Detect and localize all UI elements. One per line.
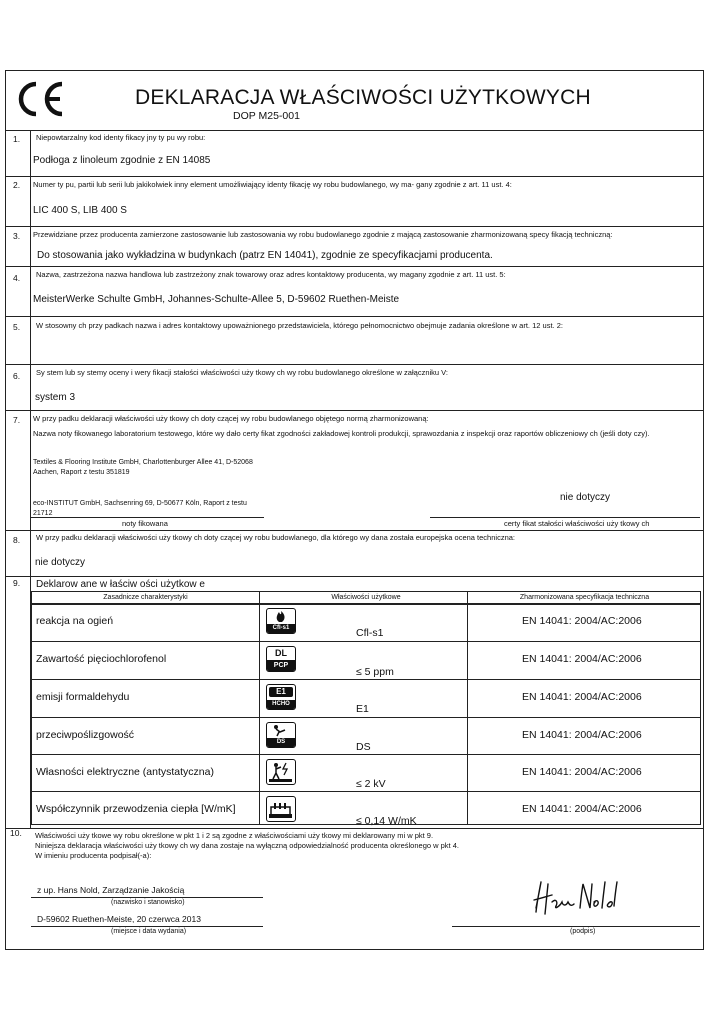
row-divider [31,717,701,718]
place-underline [31,926,263,927]
section-3-number: 3. [13,231,21,241]
section-10-line-2: Niniejsza deklaracja właściwości uży tkowy ch wy dana zostaje na wyłączną odpowiedzialność producenta określonego w pkt 4. [35,841,459,850]
divider [5,266,704,267]
antistatic-icon [266,759,296,785]
row-4-spec: EN 14041: 2004/AC:2006 [522,729,642,741]
section-4-value: MeisterWerke Schulte GmbH, Johannes-Schulte-Allee 5, D-59602 Ruethen-Meiste [33,294,400,305]
section-7-caption-right: certy fikat stałości właściwości uży tkowy ch [504,519,650,528]
col-header-performance: Właściwości użytkowe [331,594,401,601]
section-5-label: W stosowny ch przy padkach nazwa i adres kontaktowy upoważnionego przedstawiciela, którego pełnomocnictwo obejmuje zadania określone w art. 12 ust. 2: [36,321,563,330]
divider [5,410,704,411]
row-6-spec: EN 14041: 2004/AC:2006 [522,803,642,815]
row-3-characteristic: emisji formaldehydu [36,691,130,703]
place-caption: (miejsce i data wydania) [111,928,187,935]
section-2-number: 2. [13,180,21,190]
divider [5,176,704,177]
section-7-right-value: nie dotyczy [560,492,611,503]
row-6-performance: ≤ 0,14 W/mK [356,815,417,827]
row-2-performance: ≤ 5 ppm [356,666,394,678]
dop-number: DOP M25-001 [233,110,300,122]
col-header-characteristic: Zasadnicze charakterystyki [103,594,188,601]
row-divider [31,679,701,680]
col-divider [467,592,468,824]
divider [5,130,704,131]
section-7-lab-1: Textiles & Flooring Institute GmbH, Charlottenburger Allee 41, D-52068 Aachen, Raport z testu 351819 [33,459,253,476]
section-5-number: 5. [13,322,21,332]
section-10-number: 10. [10,828,22,838]
row-5-characteristic: Własności elektryczne (antystatyczna) [36,766,214,778]
row-5-spec: EN 14041: 2004/AC:2006 [522,766,642,778]
section-4-label: Nazwa, zastrzeżona nazwa handlowa lub zastrzeżony znak towarowy oraz adres kontaktowy producenta, wy magany zgodnie z art. 11 ust. 5: [36,270,506,279]
divider [5,576,704,577]
section-7-lab-2: eco-INSTITUT GmbH, Sachsenring 69, D-50677 Köln, Raport z testu 21712 [33,500,247,517]
section-4-number: 4. [13,273,21,283]
section-1-label: Niepowtarzalny kod identy fikacy jny ty pu wy robu: [36,133,206,142]
section-7-label: W przy padku deklaracji właściwości uży tkowy ch doty czącej wy robu budowlanego objętego normą zharmonizowaną: [33,414,429,423]
row-divider [31,603,701,604]
divider [5,226,704,227]
row-1-spec: EN 14041: 2004/AC:2006 [522,615,642,627]
section-8-value: nie dotyczy [35,557,86,568]
section-9-number: 9. [13,578,21,588]
pcp-icon: DL PCP [266,646,296,672]
section-2-label: Numer ty pu, partii lub serii lub jakikolwiek inny element umożliwiający identy fikację wy robu budowlanego, wy ma- gany zgodnie z art. 11 ust. 4: [33,180,512,189]
divider [5,364,704,365]
signer-caption: (nazwisko i stanowisko) [111,899,185,906]
section-1-value: Podłoga z linoleum zgodnie z EN 14085 [33,155,211,166]
section-7-left-underline [31,517,264,518]
fire-icon: Cfl-s1 [266,608,296,634]
heat-icon [266,796,296,822]
row-5-performance: ≤ 2 kV [356,778,386,790]
signature-underline [452,926,700,927]
section-9-label: Deklarow ane w łaściw ości użytkow e [36,579,205,590]
formaldehyde-icon: E1 HCHO [266,684,296,710]
slip-icon: DS [266,722,296,748]
row-6-characteristic: Współczynnik przewodzenia ciepła [W/mK] [36,803,236,815]
row-divider [31,754,701,755]
section-6-number: 6. [13,371,21,381]
row-divider [31,641,701,642]
section-8-label: W przy padku deklaracji właściwości uży tkowy ch doty czącej wy robu budowlanego, dla którego wy dana została europejska ocena techniczna: [36,533,515,542]
row-3-performance: E1 [356,703,369,715]
section-1-number: 1. [13,134,21,144]
row-1-performance: Cfl-s1 [356,627,384,639]
row-3-spec: EN 14041: 2004/AC:2006 [522,691,642,703]
place-date: D-59602 Ruethen-Meiste, 20 czerwca 2013 [37,914,201,924]
row-4-characteristic: przeciwpoślizgowość [36,729,135,741]
divider [5,316,704,317]
row-2-spec: EN 14041: 2004/AC:2006 [522,653,642,665]
divider [5,828,704,829]
signer-name: z up. Hans Nold, Zarządzanie Jakością [37,885,185,895]
section-3-label: Przewidziane przez producenta zamierzone zastosowanie lub zastosowania wy robu budowlanego zgodnie z mającą zastosowanie zharmonizowaną specy fikacją techniczną: [33,230,613,239]
signature-caption: (podpis) [570,928,596,935]
col-divider [259,592,260,824]
row-4-performance: DS [356,741,371,753]
row-divider [31,791,701,792]
section-6-label: Sy stem lub sy stemy oceny i wery fikacji stałości właściwości uży tkowy ch wy robu budowlanego określone w załączniku V: [36,368,448,377]
row-1-characteristic: reakcja na ogień [36,615,114,627]
section-7-right-underline [430,517,700,518]
signer-underline [31,897,263,898]
col-header-spec: Zharmonizowana specyfikacja techniczna [519,594,650,601]
section-7-number: 7. [13,415,21,425]
section-6-value: system 3 [35,392,76,403]
section-3-value: Do stosowania jako wykładzina w budynkach (patrz EN 14041), zgodnie ze specyfikacjami producenta. [37,250,493,261]
document-title: DEKLARACJA WŁAŚCIWOŚCI UŻYTKOWYCH [135,86,591,109]
divider [5,530,704,531]
section-7-caption-left: noty fikowana [122,519,168,528]
section-2-value: LIC 400 S, LIB 400 S [33,205,127,216]
row-2-characteristic: Zawartość pięciochlorofenol [36,653,167,665]
section-10-line-1: Właściwości uży tkowe wy robu określone w pkt 1 i 2 są zgodne z właściwościami uży tkowy mi deklarowany mi w pkt 9. [35,831,434,840]
signature [528,878,618,924]
section-8-number: 8. [13,535,21,545]
section-10-line-3: W imieniu producenta podpisał(-a): [35,851,152,860]
section-7-label-2: Nazwa noty fikowanego laboratorium testowego, które wy dało certy fikat zgodności zakładowej kontroli produkcji, sprawozdania z inspekcji oraz raportów obliczeniowy ch (jeśli doty czy). [33,429,650,438]
